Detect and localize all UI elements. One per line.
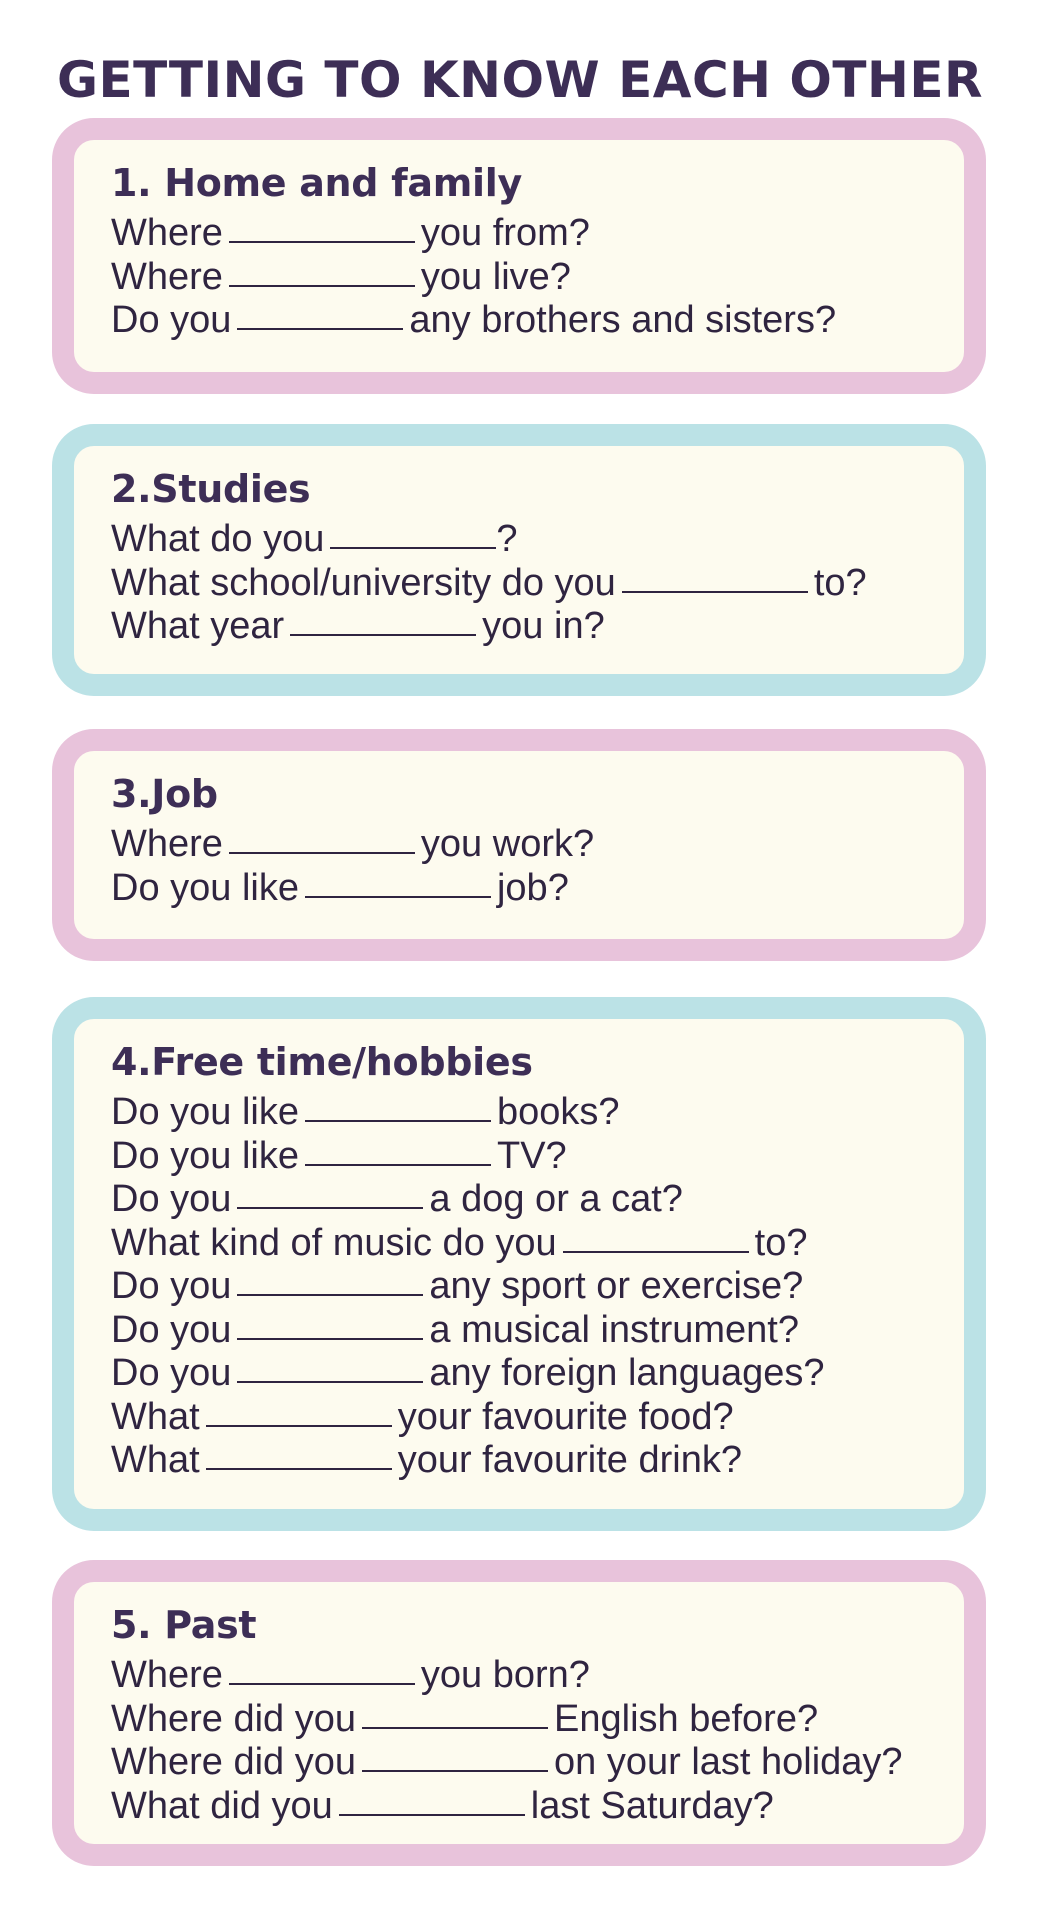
question-row: Do you a musical instrument?: [111, 1308, 799, 1351]
section-card-job: [52, 729, 986, 961]
question-row: Where did you English before?: [111, 1697, 819, 1740]
section-card-studies: [52, 424, 986, 696]
question-row: What do you ?: [111, 518, 518, 560]
answer-blank[interactable]: [339, 1813, 525, 1816]
section-title: 5. Past: [111, 1603, 257, 1647]
question-row: What school/university do you to?: [111, 561, 867, 604]
question-row: Where you born?: [111, 1654, 590, 1696]
answer-blank[interactable]: [237, 1337, 423, 1340]
answer-blank[interactable]: [237, 1293, 423, 1296]
answer-blank[interactable]: [237, 1206, 423, 1209]
question-row: Where you work?: [111, 823, 595, 865]
question-row: Do you a dog or a cat?: [111, 1178, 683, 1220]
question-row: Do you like job?: [111, 866, 569, 909]
section-title: 3.Job: [111, 772, 218, 816]
answer-blank[interactable]: [305, 1163, 491, 1166]
section-title: 1. Home and family: [111, 161, 522, 205]
question-row: What did you last Saturday?: [111, 1784, 774, 1827]
question-row: What your favourite food?: [111, 1395, 734, 1438]
answer-blank[interactable]: [237, 1380, 423, 1383]
answer-blank[interactable]: [305, 1119, 491, 1122]
question-row: Do you any foreign languages?: [111, 1352, 825, 1394]
answer-blank[interactable]: [362, 1769, 548, 1772]
answer-blank[interactable]: [622, 590, 808, 593]
question-row: Where you from?: [111, 212, 590, 254]
question-row: What year you in?: [111, 605, 605, 647]
answer-blank[interactable]: [290, 633, 476, 636]
answer-blank[interactable]: [206, 1467, 392, 1470]
answer-blank[interactable]: [229, 1682, 415, 1685]
question-row: What your favourite drink?: [111, 1439, 742, 1481]
section-card-past: [52, 1560, 986, 1866]
question-row: Where did you on your last holiday?: [111, 1741, 903, 1783]
answer-blank[interactable]: [305, 895, 491, 898]
answer-blank[interactable]: [362, 1726, 548, 1729]
answer-blank[interactable]: [237, 327, 403, 330]
answer-blank[interactable]: [563, 1250, 749, 1253]
section-title: 2.Studies: [111, 467, 311, 511]
answer-blank[interactable]: [206, 1424, 392, 1427]
section-title: 4.Free time/hobbies: [111, 1040, 533, 1084]
answer-blank[interactable]: [229, 851, 415, 854]
question-row: Do you any brothers and sisters?: [111, 299, 837, 341]
section-card-home-family: [52, 118, 986, 394]
question-row: What kind of music do you to?: [111, 1221, 808, 1264]
answer-blank[interactable]: [229, 240, 415, 243]
section-card-free-time: [52, 997, 986, 1531]
question-row: Do you like books?: [111, 1091, 620, 1133]
question-row: Do you any sport or exercise?: [111, 1265, 804, 1307]
answer-blank[interactable]: [330, 546, 496, 549]
answer-blank[interactable]: [229, 284, 415, 287]
question-row: Do you like TV?: [111, 1134, 567, 1177]
question-row: Where you live?: [111, 255, 571, 298]
page-title: GETTING TO KNOW EACH OTHER: [56, 51, 984, 109]
